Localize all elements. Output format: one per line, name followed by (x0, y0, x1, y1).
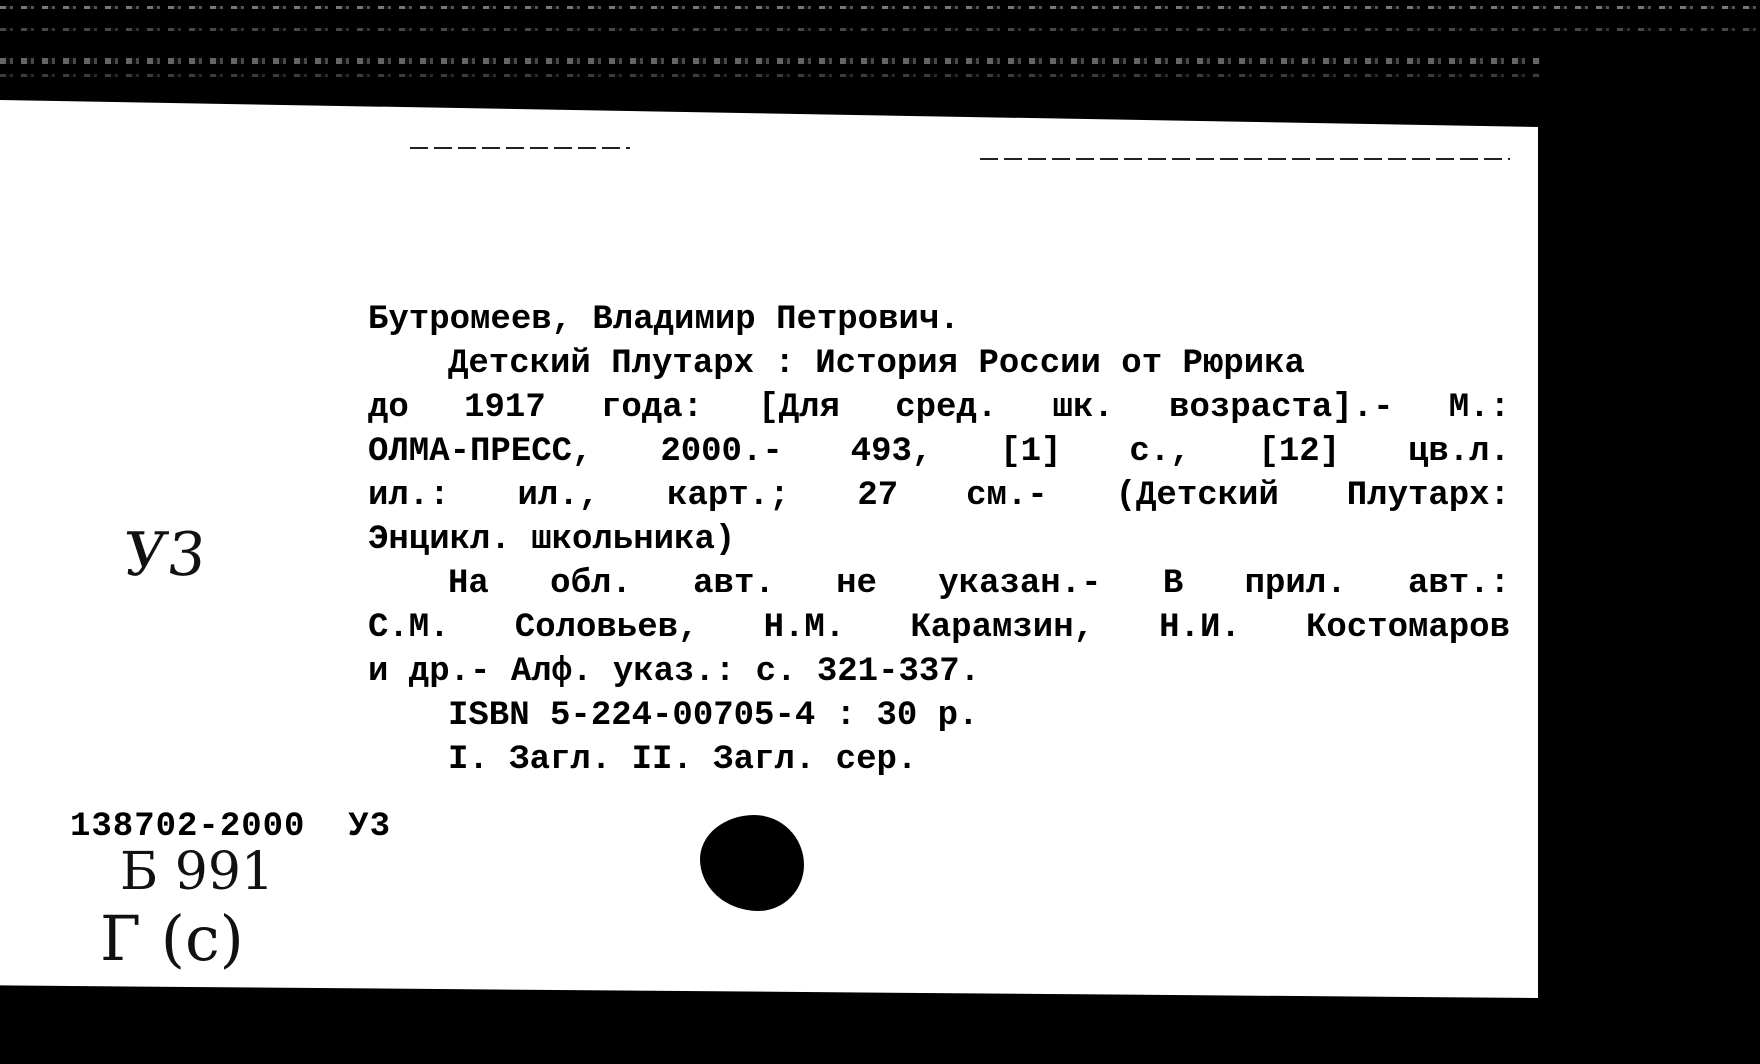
card-dash-line-left (410, 147, 630, 149)
accession-number: 138702-2000 У3 (70, 808, 392, 846)
scan-noise-band-3 (0, 74, 1540, 77)
bibliographic-entry (368, 298, 1510, 782)
entry-line: С.М. Соловьев, Н.М. Карамзин, Н.И. Костомаров (368, 609, 1510, 647)
entry-isbn: ISBN 5-224-00705-4 : 30 р. (448, 697, 979, 735)
scan-noise-band-2 (0, 58, 1540, 64)
scan-noise-top (0, 6, 1760, 9)
entry-title-line: Детский Плутарх : История России от Рюрика (448, 345, 1305, 383)
entry-line: ОЛМА-ПРЕСС, 2000.- 493, [1] с., [12] цв.л. (368, 433, 1510, 471)
scan-noise-band (0, 28, 1760, 31)
entry-line: ил.: ил., карт.; 27 см.- (Детский Плутарх: (368, 477, 1510, 515)
card-dash-line-right (980, 158, 1510, 160)
handwritten-location-mark: Г (с) (100, 902, 244, 975)
entry-line: Энцикл. школьника) (368, 521, 736, 559)
entry-author: Бутромеев, Владимир Петрович. (368, 301, 960, 339)
handwritten-margin-mark: У3 (120, 520, 210, 590)
entry-tracings: I. Загл. II. Загл. сер. (448, 741, 918, 779)
entry-line: и др.- Алф. указ.: с. 321-337. (368, 653, 981, 691)
entry-note-line: На обл. авт. не указан.- В прил. авт.: (448, 565, 1510, 603)
handwritten-shelf-mark: Б 991 (120, 842, 274, 902)
entry-line: до 1917 года: [Для сред. шк. возраста].- М.: (368, 389, 1510, 427)
